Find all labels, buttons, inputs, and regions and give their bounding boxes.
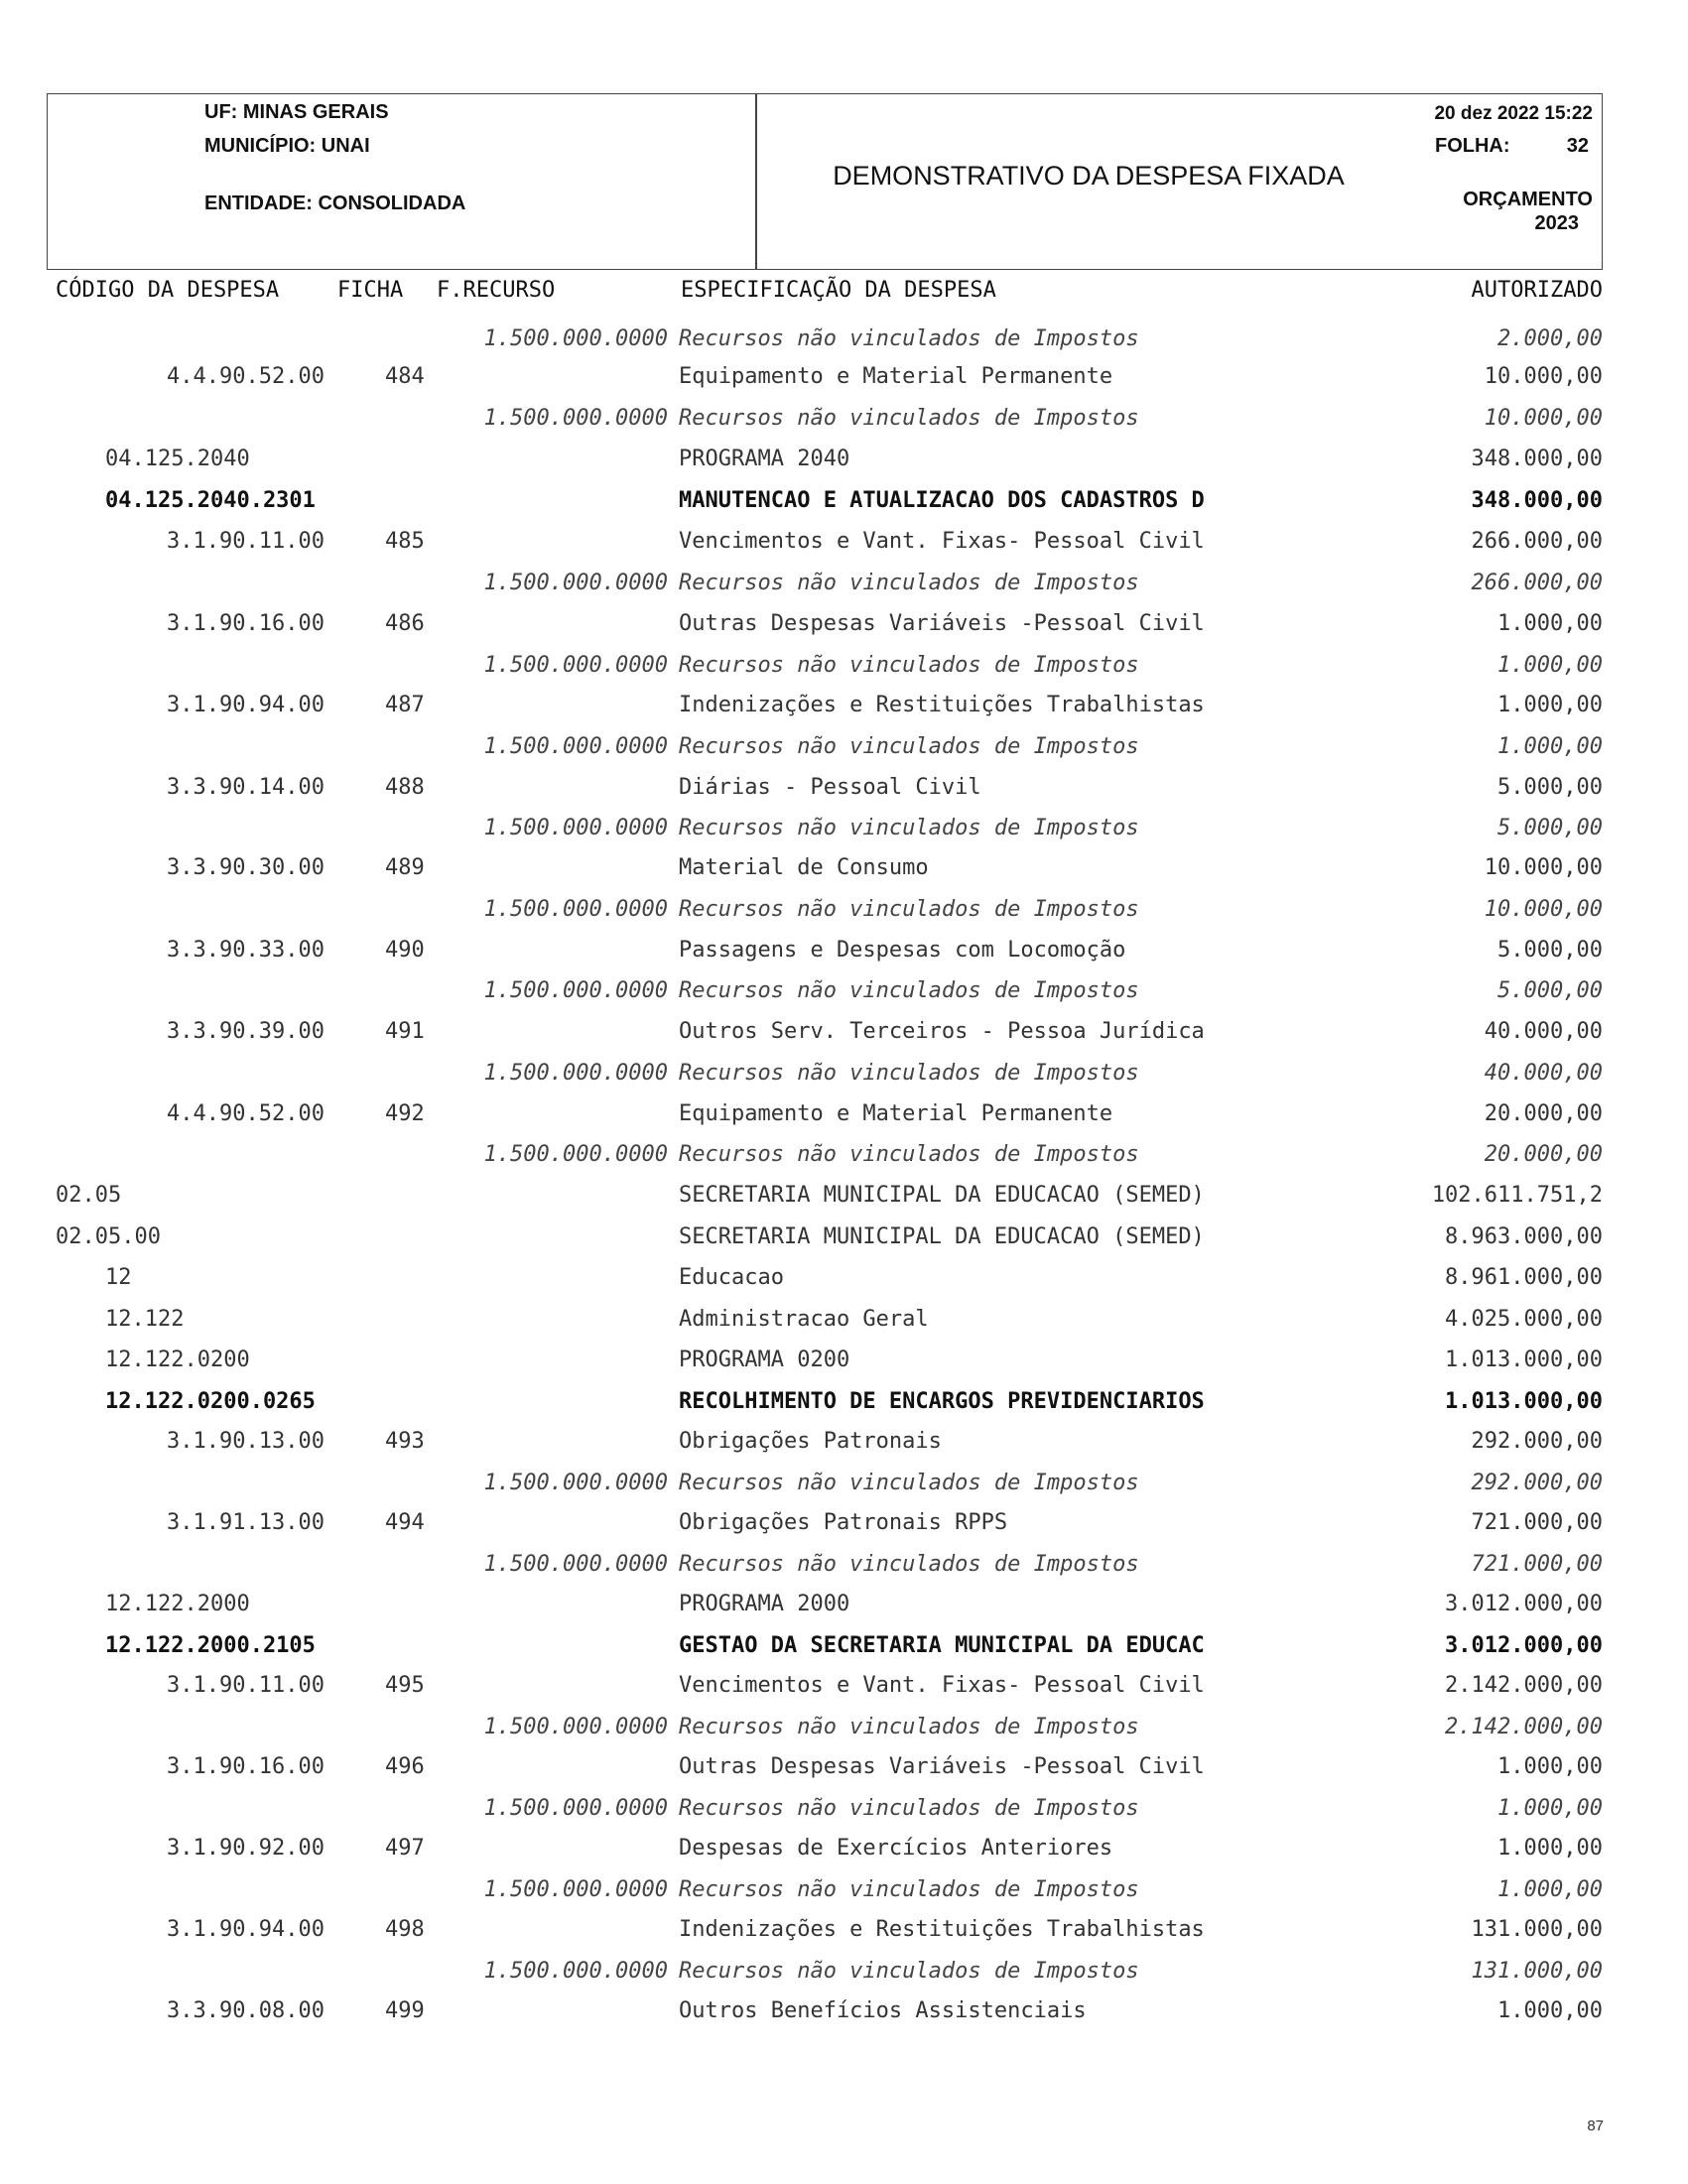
row-recurso: 1.500.000.0000 [483,978,668,1003]
uf-label: UF: MINAS GERAIS [204,101,389,123]
row-description: Despesas de Exercícios Anteriores [679,1836,1113,1861]
row-ficha: 490 [385,938,425,963]
row-recurso: 1.500.000.0000 [483,326,668,351]
col-ficha: FICHA [337,278,404,303]
row-code: 3.3.90.39.00 [167,1019,325,1044]
row-code: 04.125.2040 [105,447,250,471]
col-recurso: F.RECURSO [437,278,556,303]
row-ficha: 496 [385,1754,425,1779]
table-row [0,447,1688,476]
row-description: Obrigações Patronais [679,1429,942,1454]
col-autorizado: AUTORIZADO [1471,278,1603,303]
row-code: 02.05.00 [56,1224,161,1249]
row-description: Administracao Geral [679,1307,929,1332]
row-ficha: 487 [385,693,425,717]
row-description: Diárias - Pessoal Civil [679,775,981,800]
row-value: 3.012.000,00 [1445,1592,1603,1616]
orcamento-label: ORÇAMENTO [1463,189,1593,210]
table-row [0,488,1688,518]
row-value: 1.000,00 [1497,653,1603,678]
row-ficha: 494 [385,1510,425,1535]
row-ficha: 484 [385,364,425,389]
row-code: 3.1.90.13.00 [167,1429,325,1454]
row-description: PROGRAMA 0200 [679,1348,850,1372]
row-description: Vencimentos e Vant. Fixas- Pessoal Civil [679,529,1205,554]
row-recurso: 1.500.000.0000 [483,734,668,759]
row-recurso: 1.500.000.0000 [483,406,668,431]
row-value: 1.000,00 [1497,1754,1603,1779]
row-description: Passagens e Despesas com Locomoção [679,938,1126,963]
table-row [0,1510,1688,1540]
row-ficha: 493 [385,1429,425,1454]
fonte-row [0,897,1688,927]
row-description: Recursos não vinculados de Impostos [679,1959,1139,1984]
row-description: SECRETARIA MUNICIPAL DA EDUCACAO (SEMED) [679,1183,1205,1208]
table-row [0,1101,1688,1131]
row-description: Equipamento e Material Permanente [679,364,1113,389]
row-description: Outras Despesas Variáveis -Pessoal Civil [679,611,1205,636]
table-row [0,938,1688,967]
fonte-row [0,1796,1688,1826]
row-description: Outras Despesas Variáveis -Pessoal Civil [679,1754,1205,1779]
table-row [0,1917,1688,1947]
report-title: DEMONSTRATIVO DA DESPESA FIXADA [833,161,1345,191]
row-code: 3.3.90.30.00 [167,855,325,880]
table-row [0,1183,1688,1213]
row-recurso: 1.500.000.0000 [483,1796,668,1821]
row-description: Recursos não vinculados de Impostos [679,653,1139,678]
row-value: 1.013.000,00 [1445,1348,1603,1372]
row-code: 12 [105,1265,132,1290]
row-value: 1.000,00 [1497,693,1603,717]
row-code: 12.122.2000 [105,1592,250,1616]
row-value: 1.000,00 [1497,1796,1603,1821]
table-row [0,1836,1688,1865]
row-value: 266.000,00 [1471,529,1603,554]
municipio-label: MUNICÍPIO: UNAI [204,135,370,157]
row-code: 3.1.90.94.00 [167,693,325,717]
table-row [0,1998,1688,2028]
row-value: 1.000,00 [1497,734,1603,759]
fonte-row [0,1877,1688,1907]
fonte-row [0,1142,1688,1172]
row-value: 721.000,00 [1471,1510,1603,1535]
table-row [0,611,1688,641]
col-codigo: CÓDIGO DA DESPESA [56,278,280,303]
fonte-row [0,1715,1688,1744]
row-code: 4.4.90.52.00 [167,1101,325,1126]
row-value: 2.142.000,00 [1445,1715,1603,1739]
row-ficha: 498 [385,1917,425,1942]
table-row [0,775,1688,805]
fonte-row [0,1959,1688,1989]
table-row [0,1019,1688,1049]
row-recurso: 1.500.000.0000 [483,1142,668,1167]
row-description: Recursos não vinculados de Impostos [679,1471,1139,1495]
row-value: 2.000,00 [1497,326,1603,351]
orcamento-year: 2023 [1534,212,1579,234]
row-recurso: 1.500.000.0000 [483,1552,668,1577]
fonte-row [0,734,1688,764]
row-description: Recursos não vinculados de Impostos [679,1715,1139,1739]
row-ficha: 497 [385,1836,425,1861]
row-description: Recursos não vinculados de Impostos [679,571,1139,595]
row-code: 12.122.0200.0265 [105,1389,316,1414]
fonte-row [0,571,1688,600]
row-value: 10.000,00 [1484,897,1603,922]
row-code: 3.3.90.08.00 [167,1998,325,2023]
row-description: Educacao [679,1265,784,1290]
row-description: SECRETARIA MUNICIPAL DA EDUCACAO (SEMED) [679,1224,1205,1249]
row-recurso: 1.500.000.0000 [483,1715,668,1739]
row-value: 5.000,00 [1497,775,1603,800]
row-recurso: 1.500.000.0000 [483,816,668,840]
page-number: 87 [1587,2118,1604,2134]
fonte-row [0,326,1688,356]
row-value: 8.963.000,00 [1445,1224,1603,1249]
row-description: Material de Consumo [679,855,929,880]
row-description: Equipamento e Material Permanente [679,1101,1113,1126]
row-description: Indenizações e Restituições Trabalhistas [679,693,1205,717]
row-recurso: 1.500.000.0000 [483,1471,668,1495]
table-row [0,1673,1688,1703]
fonte-row [0,816,1688,845]
row-code: 12.122 [105,1307,185,1332]
row-value: 5.000,00 [1497,978,1603,1003]
row-description: PROGRAMA 2040 [679,447,850,471]
row-description: Recursos não vinculados de Impostos [679,406,1139,431]
row-code: 3.1.90.92.00 [167,1836,325,1861]
row-value: 40.000,00 [1484,1061,1603,1086]
row-description: Recursos não vinculados de Impostos [679,1877,1139,1902]
row-description: GESTAO DA SECRETARIA MUNICIPAL DA EDUCAC [679,1633,1205,1658]
fonte-row [0,1061,1688,1091]
row-description: Recursos não vinculados de Impostos [679,978,1139,1003]
row-code: 4.4.90.52.00 [167,364,325,389]
row-recurso: 1.500.000.0000 [483,897,668,922]
table-row [0,855,1688,885]
table-row [0,1307,1688,1337]
row-value: 2.142.000,00 [1445,1673,1603,1698]
report-datetime: 20 dez 2022 15:22 [1434,103,1593,124]
table-row [0,1633,1688,1663]
row-value: 348.000,00 [1471,488,1603,513]
row-value: 131.000,00 [1471,1959,1603,1984]
row-code: 12.122.2000.2105 [105,1633,316,1658]
row-value: 1.013.000,00 [1445,1389,1603,1414]
row-code: 3.3.90.14.00 [167,775,325,800]
row-code: 04.125.2040.2301 [105,488,316,513]
row-value: 348.000,00 [1471,447,1603,471]
row-recurso: 1.500.000.0000 [483,653,668,678]
row-recurso: 1.500.000.0000 [483,1959,668,1984]
table-row [0,1429,1688,1459]
entidade-label: ENTIDADE: CONSOLIDADA [204,193,466,214]
row-value: 131.000,00 [1471,1917,1603,1942]
row-description: Recursos não vinculados de Impostos [679,816,1139,840]
row-recurso: 1.500.000.0000 [483,1877,668,1902]
table-row [0,693,1688,722]
row-description: PROGRAMA 2000 [679,1592,850,1616]
row-value: 8.961.000,00 [1445,1265,1603,1290]
row-description: Recursos não vinculados de Impostos [679,1552,1139,1577]
row-ficha: 485 [385,529,425,554]
table-row [0,1389,1688,1419]
row-description: MANUTENCAO E ATUALIZACAO DOS CADASTROS D [679,488,1205,513]
table-row [0,1348,1688,1377]
row-value: 20.000,00 [1484,1142,1603,1167]
row-code: 3.1.90.11.00 [167,529,325,554]
row-value: 292.000,00 [1471,1429,1603,1454]
row-code: 3.3.90.33.00 [167,938,325,963]
row-ficha: 486 [385,611,425,636]
row-code: 3.1.90.16.00 [167,1754,325,1779]
row-ficha: 499 [385,1998,425,2023]
table-row [0,1754,1688,1784]
row-description: Indenizações e Restituições Trabalhistas [679,1917,1205,1942]
row-value: 1.000,00 [1497,1998,1603,2023]
row-ficha: 495 [385,1673,425,1698]
col-especificacao: ESPECIFICAÇÃO DA DESPESA [681,278,996,303]
row-value: 10.000,00 [1484,364,1603,389]
row-ficha: 489 [385,855,425,880]
row-code: 12.122.0200 [105,1348,250,1372]
row-value: 1.000,00 [1497,1877,1603,1902]
row-description: Recursos não vinculados de Impostos [679,326,1139,351]
row-description: Obrigações Patronais RPPS [679,1510,1008,1535]
row-recurso: 1.500.000.0000 [483,571,668,595]
row-description: Recursos não vinculados de Impostos [679,1142,1139,1167]
row-value: 102.611.751,2 [1431,1183,1603,1208]
row-value: 1.000,00 [1497,611,1603,636]
row-value: 40.000,00 [1484,1019,1603,1044]
fonte-row [0,1552,1688,1582]
folha-label: FOLHA: [1435,135,1510,157]
row-description: Recursos não vinculados de Impostos [679,734,1139,759]
row-ficha: 488 [385,775,425,800]
row-description: Recursos não vinculados de Impostos [679,1061,1139,1086]
row-value: 3.012.000,00 [1445,1633,1603,1658]
row-code: 3.1.90.11.00 [167,1673,325,1698]
row-recurso: 1.500.000.0000 [483,1061,668,1086]
row-value: 10.000,00 [1484,406,1603,431]
table-row [0,1265,1688,1295]
row-code: 3.1.90.94.00 [167,1917,325,1942]
fonte-row [0,1471,1688,1500]
row-code: 02.05 [56,1183,122,1208]
row-value: 10.000,00 [1484,855,1603,880]
table-row [0,1592,1688,1621]
table-row [0,1224,1688,1254]
table-row [0,529,1688,559]
fonte-row [0,978,1688,1008]
row-value: 292.000,00 [1471,1471,1603,1495]
row-description: Recursos não vinculados de Impostos [679,1796,1139,1821]
row-description: Recursos não vinculados de Impostos [679,897,1139,922]
fonte-row [0,653,1688,683]
row-ficha: 492 [385,1101,425,1126]
row-value: 1.000,00 [1497,1836,1603,1861]
row-code: 3.1.91.13.00 [167,1510,325,1535]
table-row [0,364,1688,394]
row-value: 5.000,00 [1497,816,1603,840]
fonte-row [0,406,1688,436]
row-description: Outros Benefícios Assistenciais [679,1998,1087,2023]
row-value: 5.000,00 [1497,938,1603,963]
row-value: 266.000,00 [1471,571,1603,595]
row-description: Outros Serv. Terceiros - Pessoa Jurídica [679,1019,1205,1044]
row-code: 3.1.90.16.00 [167,611,325,636]
row-description: Vencimentos e Vant. Fixas- Pessoal Civil [679,1673,1205,1698]
folha-value: 32 [1566,135,1589,157]
row-ficha: 491 [385,1019,425,1044]
row-value: 4.025.000,00 [1445,1307,1603,1332]
row-description: RECOLHIMENTO DE ENCARGOS PREVIDENCIARIOS [679,1389,1205,1414]
row-value: 721.000,00 [1471,1552,1603,1577]
row-value: 20.000,00 [1484,1101,1603,1126]
